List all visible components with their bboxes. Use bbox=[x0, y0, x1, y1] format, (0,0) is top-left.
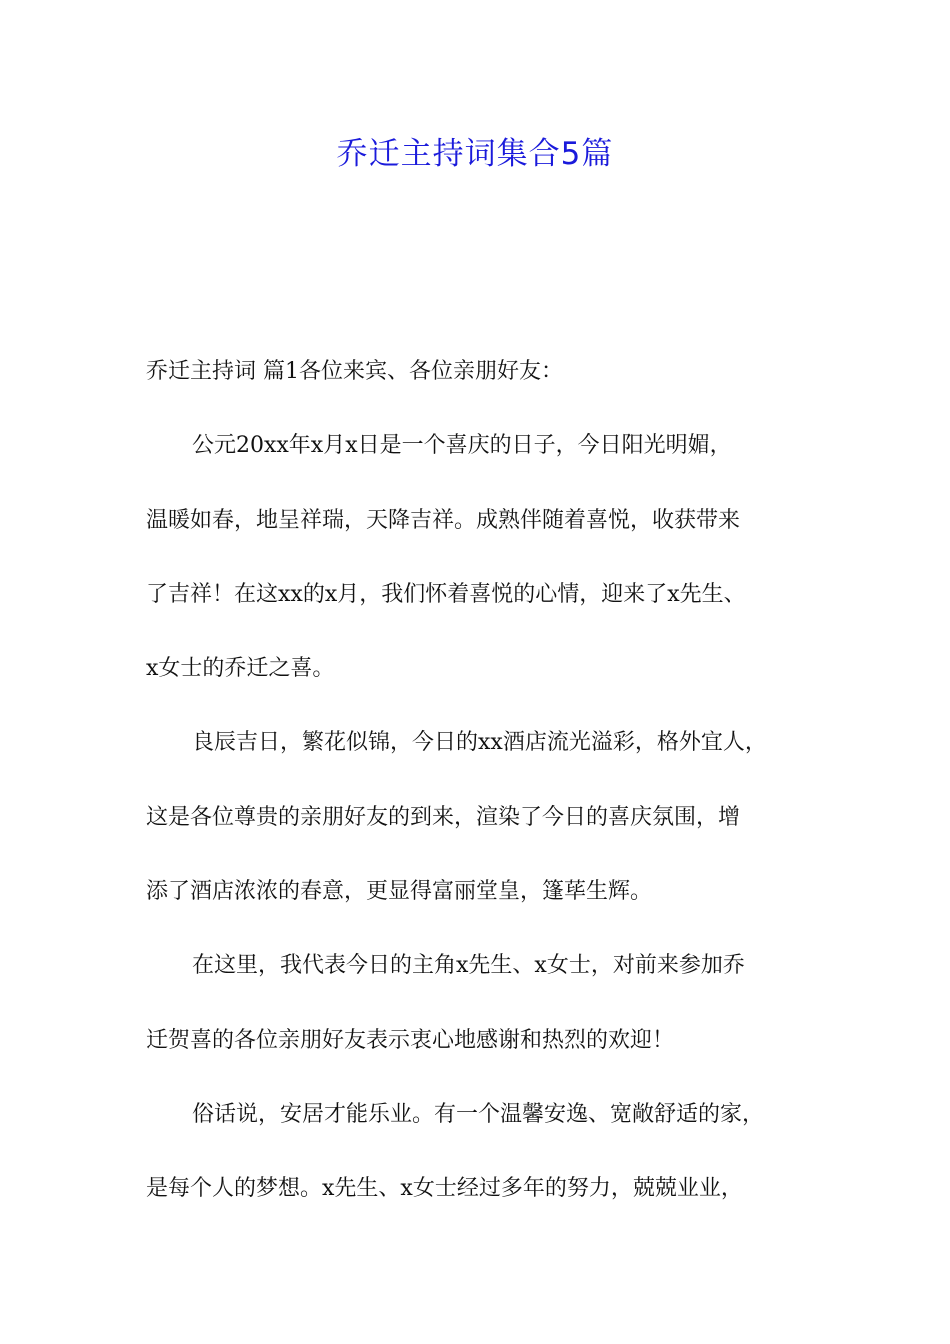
body-line: 了吉祥！在这xx的x月，我们怀着喜悦的心情，迎来了x先生、 bbox=[146, 581, 746, 607]
body-line: 迁贺喜的各位亲朋好友表示衷心地感谢和热烈的欢迎！ bbox=[146, 1027, 675, 1053]
body-line: 添了酒店浓浓的春意，更显得富丽堂皇，篷荜生辉。 bbox=[146, 879, 653, 905]
body-line: 是每个人的梦想。x先生、x女士经过多年的努力，兢兢业业， bbox=[146, 1176, 743, 1202]
document-body bbox=[146, 335, 836, 1227]
body-line: 这是各位尊贵的亲朋好友的到来，渲染了今日的喜庆氛围，增 bbox=[146, 804, 741, 830]
body-line: 公元20xx年x月x日是一个喜庆的日子，今日阳光明媚， bbox=[192, 433, 732, 459]
body-line: 在这里，我代表今日的主角x先生、x女士，对前来参加乔 bbox=[192, 953, 745, 979]
body-line: 俗话说，安居才能乐业。有一个温馨安逸、宽敞舒适的家， bbox=[192, 1101, 765, 1127]
body-line: x女士的乔迁之喜。 bbox=[146, 656, 335, 682]
document-title: 乔迁主持词集合5篇 bbox=[336, 136, 614, 172]
body-line: 良辰吉日，繁花似锦，今日的xx酒店流光溢彩，格外宜人， bbox=[192, 730, 767, 756]
body-line: 乔迁主持词 篇1各位来宾、各位亲朋好友： bbox=[146, 359, 563, 384]
body-line: 温暖如春，地呈祥瑞，天降吉祥。成熟伴随着喜悦，收获带来 bbox=[146, 507, 741, 533]
